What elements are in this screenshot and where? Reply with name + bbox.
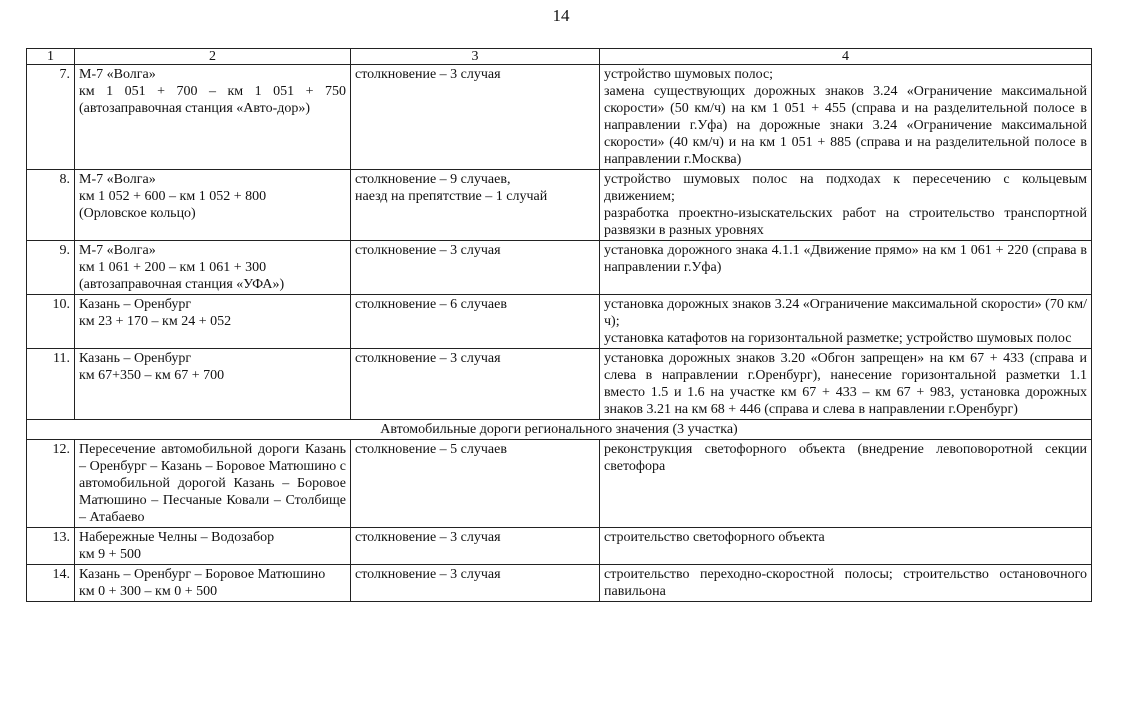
row-number: 14. <box>27 565 75 602</box>
table-row <box>27 349 1092 420</box>
road-line: км 9 + 500 <box>79 547 142 562</box>
accidents-cell <box>351 440 600 528</box>
road-cell <box>75 528 351 565</box>
table-row <box>27 170 1092 241</box>
road-line: М-7 «Волга» <box>79 67 156 82</box>
road-cell <box>75 295 351 349</box>
road-cell <box>75 440 351 528</box>
accidents-cell <box>351 295 600 349</box>
accident-line: наезд на препятствие – 1 случай <box>355 189 548 204</box>
road-line: Казань – Оренбург <box>79 351 192 366</box>
accidents-cell <box>351 170 600 241</box>
measure-line: установка дорожных знаков 3.20 «Обгон запрещен» на км 67 + 433 (справа и слева в направлении г.Оренбург), нанесение горизонтальной разметки 1.1 вместо 1.5 и 1.6 на участке км 67 + 433 – км 67 + 983, установка дорожных знаков 3.21 на км 68 + 446 (справа и слева в направлении г.Оренбург) <box>604 351 1087 417</box>
accident-line: столкновение – 6 случаев <box>355 297 507 312</box>
column-header-1: 1 <box>27 49 75 65</box>
measure-line: разработка проектно-изыскательских работ на строительство транспортной развязки в разных уровнях <box>604 206 1087 238</box>
measure-line: реконструкция светофорного объекта (внедрение левоповоротной секции светофора <box>604 442 1087 474</box>
column-header-3: 3 <box>351 49 600 65</box>
measures-cell <box>600 528 1092 565</box>
road-line: км 23 + 170 – км 24 + 052 <box>79 314 232 329</box>
row-number: 10. <box>27 295 75 349</box>
road-line: М-7 «Волга» <box>79 172 156 187</box>
accident-line: столкновение – 3 случая <box>355 567 501 582</box>
row-number: 7. <box>27 65 75 170</box>
section-row <box>27 420 1092 440</box>
section-title: Автомобильные дороги регионального значения (3 участка) <box>27 420 1092 440</box>
row-number: 12. <box>27 440 75 528</box>
table-row <box>27 565 1092 602</box>
measures-cell <box>600 241 1092 295</box>
accidents-cell <box>351 241 600 295</box>
measures-table <box>26 48 1092 602</box>
road-line: (автозаправочная станция «УФА») <box>79 277 285 292</box>
measure-line: строительство переходно-скоростной полосы; строительство остановочного павильона <box>604 567 1087 599</box>
road-line: км 1 061 + 200 – км 1 061 + 300 <box>79 260 267 275</box>
road-line: Казань – Оренбург <box>79 297 192 312</box>
road-line: км 0 + 300 – км 0 + 500 <box>79 584 218 599</box>
accidents-cell <box>351 349 600 420</box>
road-line: М-7 «Волга» <box>79 243 156 258</box>
road-cell <box>75 349 351 420</box>
road-line: км 1 052 + 600 – км 1 052 + 800 <box>79 189 267 204</box>
table-row <box>27 295 1092 349</box>
table-row <box>27 65 1092 170</box>
column-header-2: 2 <box>75 49 351 65</box>
measure-line: установка дорожных знаков 3.24 «Ограничение максимальной скорости» (70 км/ч); <box>604 297 1087 329</box>
road-line: км 67+350 – км 67 + 700 <box>79 368 225 383</box>
row-number: 13. <box>27 528 75 565</box>
accidents-cell <box>351 528 600 565</box>
table-row <box>27 440 1092 528</box>
accident-line: столкновение – 3 случая <box>355 67 501 82</box>
measures-cell <box>600 65 1092 170</box>
measures-cell <box>600 295 1092 349</box>
measure-line: устройство шумовых полос; <box>604 67 774 82</box>
accident-line: столкновение – 5 случаев <box>355 442 507 457</box>
column-header-4: 4 <box>600 49 1092 65</box>
table-row <box>27 528 1092 565</box>
row-number: 9. <box>27 241 75 295</box>
accidents-cell <box>351 565 600 602</box>
table-header <box>27 49 1092 65</box>
road-cell <box>75 170 351 241</box>
road-line: Пересечение автомобильной дороги Казань – Оренбург – Казань – Боровое Матюшино с автомобильной дорогой Казань – Боровое Матюшино – Песчаные Ковали – Столбище – Атабаево <box>79 442 346 525</box>
road-cell <box>75 241 351 295</box>
road-cell <box>75 65 351 170</box>
road-cell <box>75 565 351 602</box>
measure-line: установка катафотов на горизонтальной разметке; устройство шумовых полос <box>604 331 1072 346</box>
row-number: 11. <box>27 349 75 420</box>
accident-line: столкновение – 3 случая <box>355 243 501 258</box>
measure-line: установка дорожного знака 4.1.1 «Движение прямо» на км 1 061 + 220 (справа в направлении г.Уфа) <box>604 243 1087 275</box>
page-number: 14 <box>552 6 570 25</box>
measures-cell <box>600 565 1092 602</box>
measure-line: устройство шумовых полос на подходах к пересечению с кольцевым движением; <box>604 172 1087 204</box>
table-body <box>27 65 1092 602</box>
table-row <box>27 241 1092 295</box>
accidents-cell <box>351 65 600 170</box>
accident-line: столкновение – 9 случаев, <box>355 172 511 187</box>
road-line: Казань – Оренбург – Боровое Матюшино <box>79 567 326 582</box>
accident-line: столкновение – 3 случая <box>355 351 501 366</box>
road-line: км 1 051 + 700 – км 1 051 + 750 (автозаправочная станция «Авто-дор») <box>79 84 346 116</box>
measures-cell <box>600 440 1092 528</box>
measure-line: замена существующих дорожных знаков 3.24 «Ограничение максимальной скорости» (50 км/ч) на км 1 051 + 455 (справа и на разделительной полосе в направлении г.Уфа) на дорожные знаки 3.24 «Ограничение максимальной скорости» (40 км/ч) и на км 1 051 + 885 (справа и на разделительной полосе в направлении г.Москва) <box>604 84 1087 167</box>
measure-line: строительство светофорного объекта <box>604 530 825 545</box>
road-line: (Орловское кольцо) <box>79 206 196 221</box>
accident-line: столкновение – 3 случая <box>355 530 501 545</box>
measures-cell <box>600 170 1092 241</box>
measures-cell <box>600 349 1092 420</box>
road-line: Набережные Челны – Водозабор <box>79 530 275 545</box>
row-number: 8. <box>27 170 75 241</box>
